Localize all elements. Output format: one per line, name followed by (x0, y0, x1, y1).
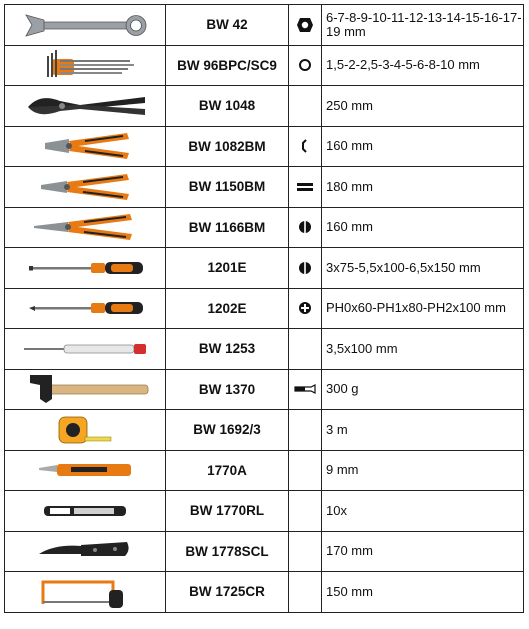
table-row (5, 410, 524, 451)
tool-size: 1,5-2-2,5-3-4-5-6-8-10 mm (322, 45, 524, 86)
tool-size: 3x75-5,5x100-6,5x150 mm (322, 248, 524, 289)
empty-symbol (289, 531, 322, 572)
empty-symbol (289, 450, 322, 491)
hammer-icon (5, 369, 166, 410)
tool-size: 180 mm (322, 167, 524, 208)
diagonal-cutter-icon (5, 126, 166, 167)
flat-jaw-icon (289, 167, 322, 208)
empty-symbol (289, 86, 322, 127)
table-row (5, 329, 524, 370)
table-row (5, 126, 524, 167)
hex-key-set-icon (5, 45, 166, 86)
tool-size: PH0x60-PH1x80-PH2x100 mm (322, 288, 524, 329)
tool-code: BW 42 (166, 5, 289, 46)
water-pump-pliers-icon (5, 86, 166, 127)
table-row (5, 45, 524, 86)
tool-code: 1201E (166, 248, 289, 289)
cutter-jaw-icon (289, 126, 322, 167)
table-row (5, 572, 524, 613)
tool-size: 170 mm (322, 531, 524, 572)
tool-code: BW 1370 (166, 369, 289, 410)
empty-symbol (289, 329, 322, 370)
table-row (5, 207, 524, 248)
tool-list-table (4, 4, 524, 613)
tool-code: BW 1778SCL (166, 531, 289, 572)
tool-size: 160 mm (322, 126, 524, 167)
tool-code: BW 96BPC/SC9 (166, 45, 289, 86)
tool-code: BW 1725CR (166, 572, 289, 613)
table-row (5, 86, 524, 127)
combination-wrench-icon (5, 5, 166, 46)
tool-size: 150 mm (322, 572, 524, 613)
table-row (5, 288, 524, 329)
tool-code: BW 1048 (166, 86, 289, 127)
tool-code: BW 1082BM (166, 126, 289, 167)
blade-refill-icon (5, 491, 166, 532)
long-nose-pliers-icon (5, 207, 166, 248)
table-row (5, 531, 524, 572)
table-row (5, 491, 524, 532)
tool-size: 160 mm (322, 207, 524, 248)
table-row (5, 167, 524, 208)
voltage-tester-icon (5, 329, 166, 370)
folding-knife-icon (5, 531, 166, 572)
hammer-head-icon (289, 369, 322, 410)
combination-pliers-icon (5, 167, 166, 208)
utility-knife-icon (5, 450, 166, 491)
table-row (5, 5, 524, 46)
tool-code: BW 1692/3 (166, 410, 289, 451)
hacksaw-icon (5, 572, 166, 613)
hex-nut-icon (289, 5, 322, 46)
empty-symbol (289, 572, 322, 613)
tool-code: BW 1166BM (166, 207, 289, 248)
tool-code: BW 1770RL (166, 491, 289, 532)
tape-measure-icon (5, 410, 166, 451)
tool-code: BW 1253 (166, 329, 289, 370)
tool-size: 3,5x100 mm (322, 329, 524, 370)
ring-icon (289, 45, 322, 86)
flat-screwdriver-icon (5, 248, 166, 289)
empty-symbol (289, 410, 322, 451)
phillips-icon (289, 288, 322, 329)
tool-size: 10x (322, 491, 524, 532)
table-row (5, 450, 524, 491)
table-row (5, 248, 524, 289)
tool-size: 6-7-8-9-10-11-12-13-14-15-16-17-19 mm (322, 5, 524, 46)
tool-size: 250 mm (322, 86, 524, 127)
tool-code: 1770A (166, 450, 289, 491)
tool-size: 9 mm (322, 450, 524, 491)
table-row (5, 369, 524, 410)
phillips-screwdriver-icon (5, 288, 166, 329)
tool-code: BW 1150BM (166, 167, 289, 208)
half-round-jaw-icon (289, 207, 322, 248)
slotted-icon (289, 248, 322, 289)
tool-code: 1202E (166, 288, 289, 329)
tool-size: 3 m (322, 410, 524, 451)
empty-symbol (289, 491, 322, 532)
tool-size: 300 g (322, 369, 524, 410)
